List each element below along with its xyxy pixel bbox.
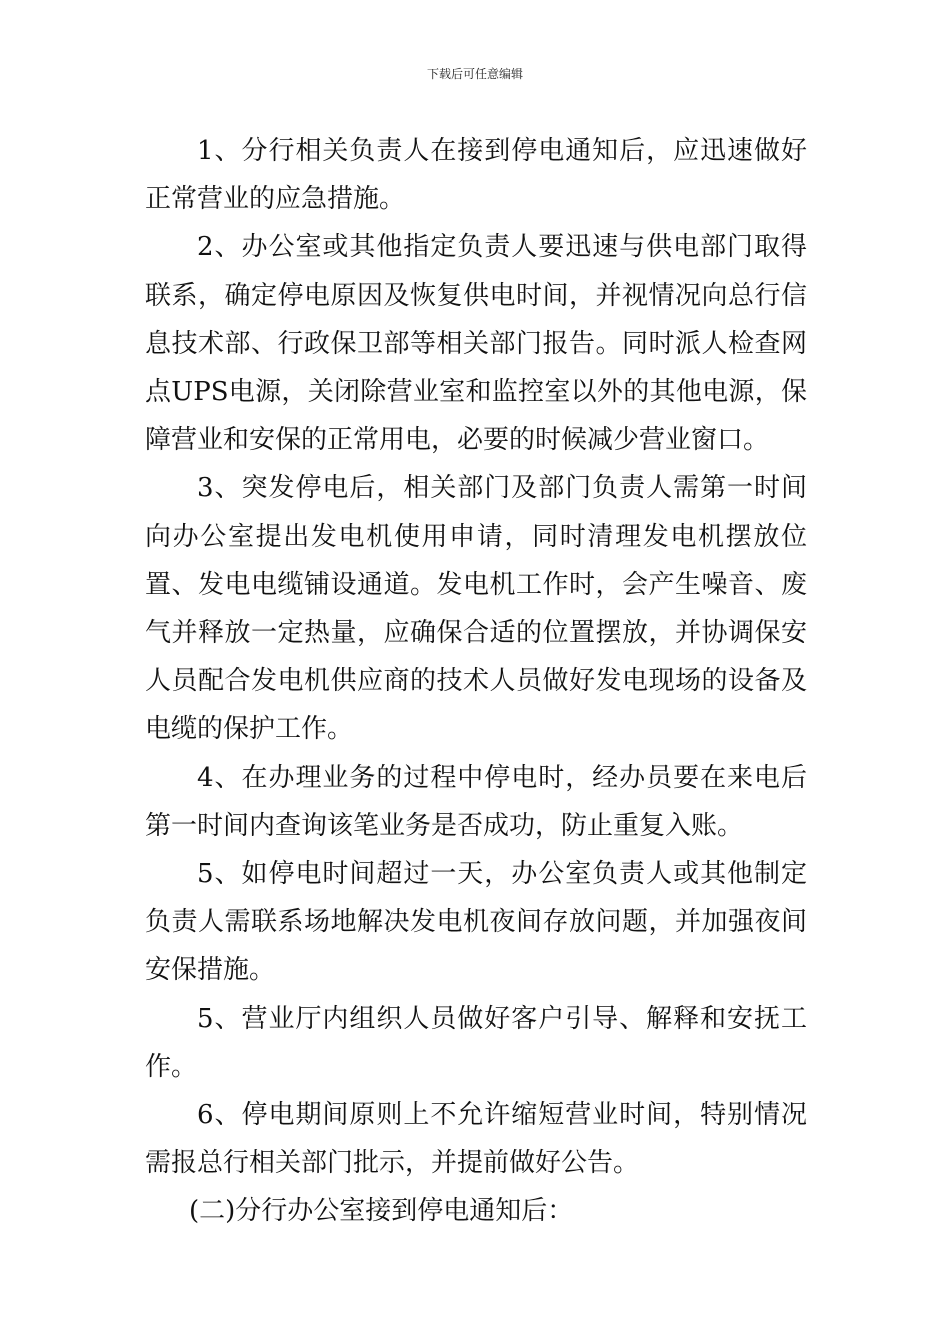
paragraph-7: 6、停电期间原则上不允许缩短营业时间，特别情况需报总行相关部门批示，并提前做好公告。 <box>145 1100 807 1179</box>
paragraph-6: 5、营业厅内组织人员做好客户引导、解释和安抚工作。 <box>145 1003 807 1082</box>
paragraph-3: 3、突发停电后，相关部门及部门负责人需第一时间向办公室提出发电机使用申请，同时清理发电机摆放位置、发电电缆铺设通道。发电机工作时，会产生噪音、废气并释放一定热量，应确保合适的位置摆放，并协调保安人员配合发电机供应商的技术人员做好发电现场的设备及电缆的保护工作。 <box>145 473 807 745</box>
paragraph-4: 4、在办理业务的过程中停电时，经办员要在来电后第一时间内查询该笔业务是否成功，防止重复入账。 <box>145 762 807 841</box>
paragraph-1: 1、分行相关负责人在接到停电通知后，应迅速做好正常营业的应急措施。 <box>145 136 807 215</box>
paragraph-2: 2、办公室或其他指定负责人要迅速与供电部门取得联系，确定停电原因及恢复供电时间，并视情况向总行信息技术部、行政保卫部等相关部门报告。同时派人检查网点UPS电源，关闭除营业室和监控室以外的其他电源，保障营业和安保的正常用电，必要的时候减少营业窗口。 <box>145 232 807 456</box>
paragraph-5: 5、如停电时间超过一天，办公室负责人或其他制定负责人需联系场地解决发电机夜间存放问题，并加强夜间安保措施。 <box>145 859 807 986</box>
paragraph-8: (二)分行办公室接到停电通知后： <box>189 1196 574 1227</box>
document-body <box>145 127 807 1236</box>
page-header: 下载后可任意编辑 <box>426 67 523 81</box>
